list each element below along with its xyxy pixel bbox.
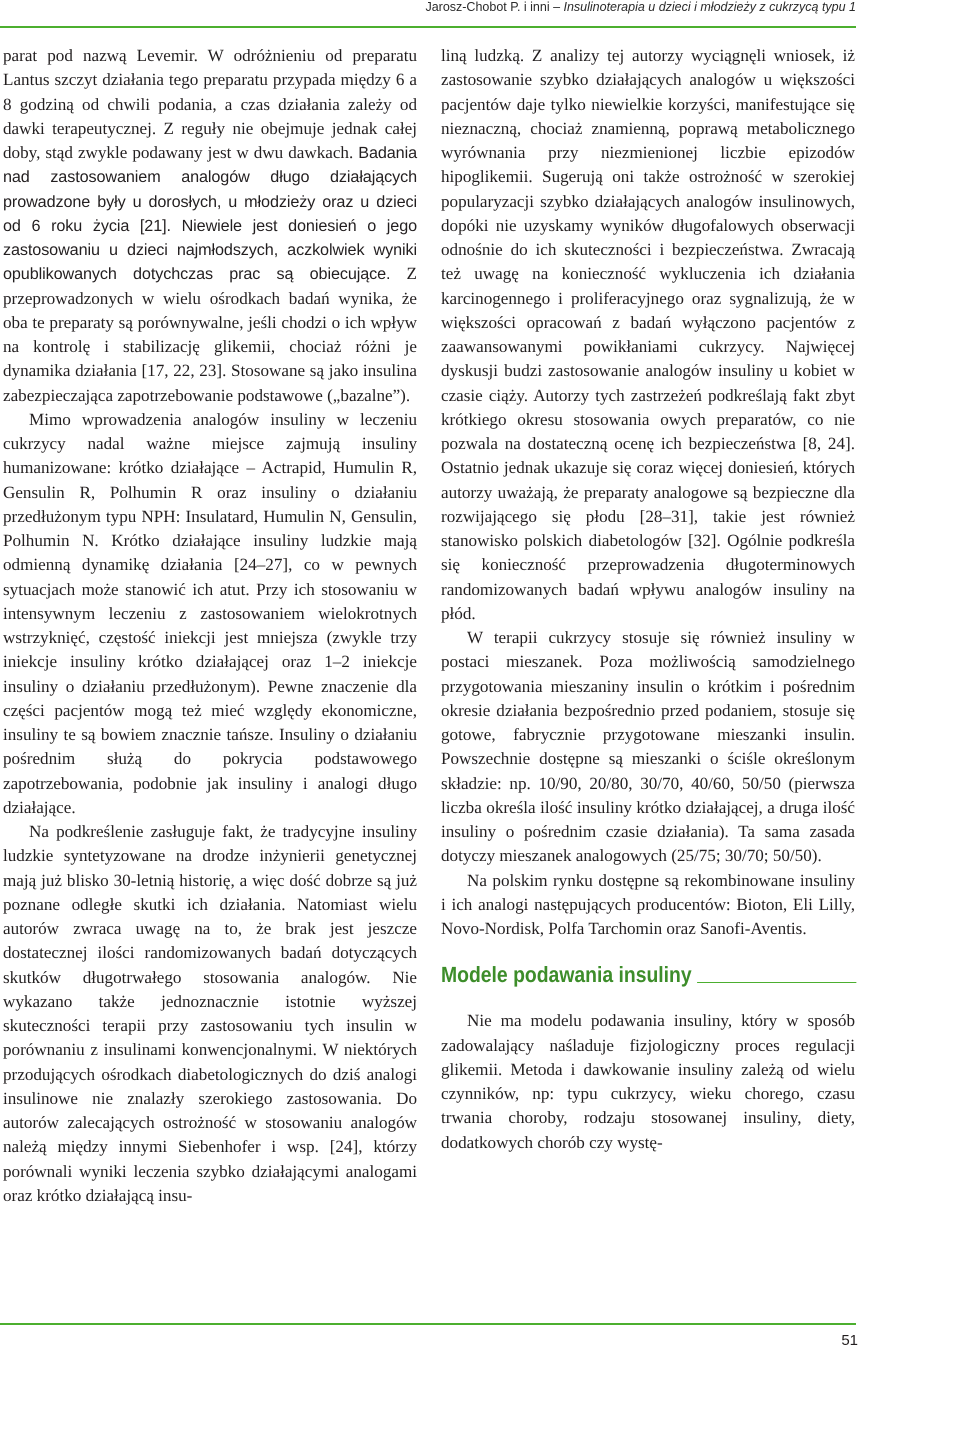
right-column xyxy=(441,44,855,1155)
paragraph: liną ludzką. Z analizy tej autorzy wyciągnęli wniosek, iż zastosowanie szybko działających analogów u większości pacjentów daje tylko niewielkie korzyści, manifestujące się nieznaczną, chociaż znamienną, poprawą metabolicznego wyrównania przy niezmienionej liczbie epizodów hipoglikemii. Sugerują oni także ostrożność w szerokiej popularyzacji szybko działających analogów insulinowych, dopóki nie uzyskamy wyników długofalowych obserwacji odnośnie do ich skuteczności i bezpieczeństwa. Zwracają też uwagę na konieczność wykluczenia ich działania karcinogennego i proliferacyjnego oraz sygnalizują, że w większości opracowań z badań wyłączono pacjentów z zaawansowanymi powikłaniami cukrzycy. Najwięcej dyskusji budzi zastosowanie analogów insuliny u kobiet w czasie ciąży. Autorzy tych zastrzeżeń podkreślają fakt zbyt krótkiego okresu stosowania owych preparatów, co nie pozwala na dostateczną ocenę ich bezpieczeństwa [8, 24]. Ostatnio jednak ukazuje się coraz więcej doniesień, których autorzy uważają, że preparaty analogowe są bezpieczne dla rozwijającego się płodu [28–31], takie jest również stanowisko polskich diabetologów [32]. Ogólnie podkreśla się konieczność przeprowadzenia długoterminowych randomizowanych badań wpływu analogów insuliny na płód. xyxy=(441,46,855,623)
paragraph: Nie ma modelu podawania insuliny, który w sposób zadowalający naśladuje fizjologiczny proces regulacji glikemii. Metoda i dawkowanie insuliny zależą od wielu czynników, np: typu cukrzycy, wieku chorego, czasu trwania choroby, rodzaju stosowanej insuliny, diety, dodatkowych chorób czy wystę- xyxy=(441,1011,855,1152)
left-column xyxy=(3,44,417,1208)
section-heading-text: Modele podawania insuliny xyxy=(441,962,692,988)
header-article-title: Insulinoterapia u dzieci i młodzieży z cukrzycą typu 1 xyxy=(563,0,856,14)
running-header xyxy=(0,0,960,14)
paragraph-text-serif: Z przeprowadzonych w wielu ośrodkach badań wynika, że oba te preparaty są porównywalne, jeśli chodzi o ich wpływ na kontrolę i stabilizację glikemii, chociaż różni je dynamika działania [17, 22, 23]. Stosowane są jako insulina zabezpieczająca zapotrzebowanie podstawowe („bazalne”). xyxy=(3,264,417,405)
header-separator: – xyxy=(549,0,564,14)
header-rule xyxy=(0,26,856,28)
paragraph xyxy=(3,44,417,408)
footer-rule xyxy=(0,1323,856,1325)
section-heading-rule xyxy=(697,982,856,984)
paragraph-text-sans: Badania nad zastosowaniem analogów długo działających prowadzone były u dorosłych, u młodzieży oraz u dzieci od 6 roku życia [21]. Niewiele jest doniesień o jego zastosowaniu u dzieci najmłodszych, aczkolwiek wyniki opublikowanych dotychczas prac są obiecujące. xyxy=(3,144,417,284)
header-authors: Jarosz-Chobot P. i inni xyxy=(425,0,550,14)
paragraph: Mimo wprowadzenia analogów insuliny w leczeniu cukrzycy nadal ważne miejsce zajmują insuliny humanizowane: krótko działające – Actrapid, Humulin R, Gensulin R, Polhumin R oraz insuliny o działaniu przedłużonym typu NPH: Insulatard, Humulin N, Gensulin, Polhumin N. Krótko działające insuliny ludzkie mają odmienną dynamikę działania [24–27], co w pewnych sytuacjach może stanowić ich atut. Przy ich stosowaniu w intensywnym leczeniu z zastosowaniem wielokrotnych wstrzyknięć, częstość iniekcji jest mniejsza (zwykle trzy iniekcje insuliny krótko działającej oraz 1–2 iniekcje insuliny o działaniu przedłużonym). Pewne znaczenie dla części pacjentów mogą też mieć względy ekonomiczne, insuliny te są bowiem znacznie tańsze. Insuliny o działaniu pośrednim służą do pokrycia podstawowego zapotrzebowania, podobnie jak insuliny i analogi długo działające. xyxy=(3,409,417,817)
paragraph: Na polskim rynku dostępne są rekombinowane insuliny i ich analogi następujących producentów: Bioton, Eli Lilly, Novo-Nordisk, Polfa Tarchomin oraz Sanofi-Aventis. xyxy=(441,870,855,938)
paragraph: W terapii cukrzycy stosuje się również insuliny w postaci mieszanek. Poza możliwością samodzielnego przygotowania mieszaniny insulin o krótkim i pośrednim okresie działania bezpośrednio przed podaniem, stosuje się gotowe, fabrycznie przygotowane mieszanki insulin. Powszechnie dostępne są mieszanki o ściśle określonym składzie: np. 10/90, 20/80, 30/70, 40/60, 50/50 (pierwsza liczba określa ilość insuliny krótko działającej, a druga ilość insuliny o pośrednim czasie działania). Ta sama zasada dotyczy mieszanek analogowych (25/75; 30/70; 50/50). xyxy=(441,628,855,866)
paragraph: Na podkreślenie zasługuje fakt, że tradycyjne insuliny ludzkie syntetyzowane na drodze inżynierii genetycznej mają już blisko 30-letnią historię, a więc dość dobrze są już poznane odległe skutki ich działania. Natomiast wielu autorów zwraca uwagę na to, że brak jest jeszcze dostatecznej ilości randomizowanych badań dotyczących skutków długotrwałego stosowania analogów. Nie wykazano także jednoznacznie istotnie wyższej skuteczności terapii przy zastosowaniu tych insulin w porównaniu z insulinami konwencjonalnymi. W niektórych przodujących ośrodkach diabetologicznych do dziś analogi insulinowe nie znalazły szerokiego zastosowania. Do autorów zalecających ostrożność w stosowaniu analogów należą między innymi Siebenhofer i wsp. [24], którzy porównali wyniki leczenia szybko działającymi analogami oraz krótko działającą insu- xyxy=(3,822,417,1205)
page-number: 51 xyxy=(841,1332,858,1349)
section-heading xyxy=(441,961,856,989)
paragraph-text-serif: parat pod nazwą Levemir. W odróżnieniu od preparatu Lantus szczyt działania tego preparatu przypada między 6 a 8 godziną od chwili podania, a czas działania zależy od dawki terapeutycznej. Z reguły nie obejmuje jednak całej doby, stąd zwykle podawany jest w dwu dawkach. xyxy=(3,46,417,162)
